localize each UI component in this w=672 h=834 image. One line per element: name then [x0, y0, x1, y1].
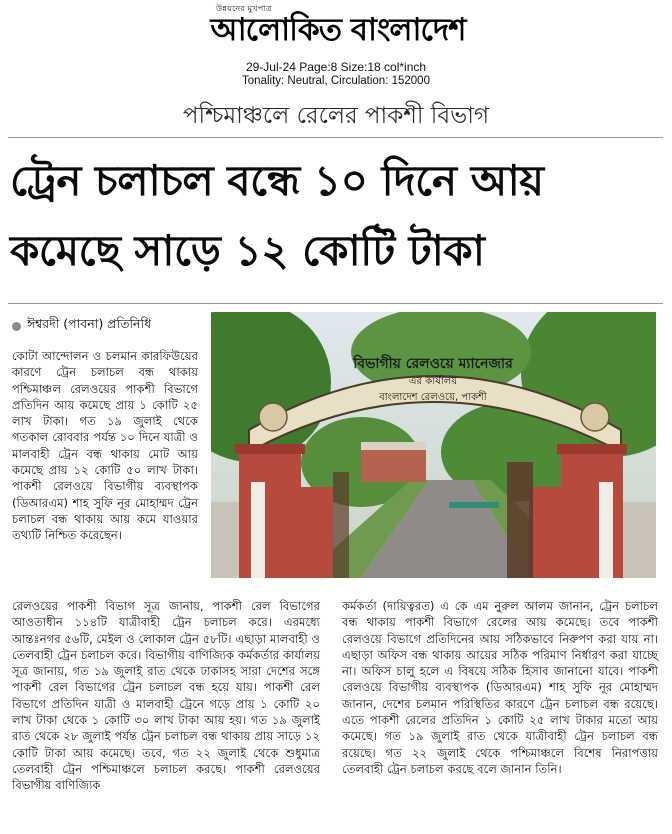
headline-line-1: ট্রেন চলাচল বন্ধে ১০ দিনে আয় — [10, 156, 544, 205]
article-kicker: পশ্চিমাঞ্চলে রেলের পাকশী বিভাগ — [182, 103, 490, 129]
article-paragraph-2: রেলওয়ের পাকশী বিভাগ সূত্র জানায়, পাকশী রেল বিভাগের আওতাধীন ১১৪টি যাত্রীবাহী ট্রেন চলাচল করে। এরমধ্যে আন্তঃনগর ৫৬টি, মেইল ও লোকাল ট্রেন ৫৮টি। এছাড়া মালবাহী ও তেলবাহী ট্রেন চলাচল করে। বিভাগীয় বাণিজ্যিক কর্মকর্তার কার্যালয় সূত্র জানায়, গত ১৯ জুলাই রাত থেকে ঢাকাসহ সারা দেশের সঙ্গে পাকশী রেল বিভাগের ট্রেন চলাচল বন্ধ হয়ে যায়। পাকশী রেল বিভাগে প্রতিদিন যাত্রী ও মালবাহী ট্রেনে গড়ে প্রায় ১ কোটি ২০ লাখ টাকা থেকে ১ কোটি ৩০ লাখ টাকা আয় হয়। গত ১৯ জুলাই রাত থেকে ২৮ জুলাই পর্যন্ত ট্রেন চলাচল বন্ধ থাকায় প্রায় সাড়ে ১২ কোটি টাকা আয় কমেছে। তবে, গত ২২ জুলাই থেকে শুধুমাত্র তেলবাহী ট্রেন পশ্চিমাঞ্চলে চলাচল করছে। পাকশী রেলওয়ের বিভাগীয় বাণিজ্যিক — [12, 599, 320, 793]
article-paragraph-3: কর্মকর্তা (দায়িত্বরত) এ কে এম নুরুল আলম জানান, ট্রেন চলাচল বন্ধ থাকায় পাকশী বিভাগে রেলের আয় কমেছে। তবে পাকশী রেলওয়ে বিভাগে প্রতিদিনের আয় সঠিকভাবে নিরুপণ করা যায় না। এছাড়া অফিস বন্ধ থাকায় আয়ের সঠিক পরিমাণ নির্ধারণ করা যাচ্ছে না। অফিস চালু হলে এ বিষয়ে সঠিক হিসাব জানানো যাবে। পাকশী রেলওয়ে বিভাগীয় ব্যবস্থাপক (ডিআরএম) শাহ সুফি নূর মোহাম্মদ জানান, দেশের চলমান পরিস্থিতির কারণে ট্রেন চলাচল বন্ধ রয়েছে। এতে পাকশী রেলের প্রতিদিন ১ কোটি ২৫ লাখ টাকার মতো আয় কমেছে। গত ১৯ জুলাই রাত থেকে যাত্রীবাহী ট্রেন চলাচল বন্ধ রয়েছে। গত ২২ জুলাই থেকে পশ্চিমাঞ্চলে বিশেষ নিরাপত্তায় তেলবাহী ট্রেন চলাচল করছে বলে জানান তিনি। — [342, 599, 658, 776]
byline — [12, 316, 151, 336]
arch-sign-line-2: এর কার্যালয় — [408, 376, 458, 387]
masthead-tagline: উন্নয়নের মুখপাত্র — [216, 4, 272, 13]
divider — [8, 137, 663, 138]
gate-photo-illustration — [211, 312, 656, 578]
clipping-meta-tonality: Tonality: Neutral, Circulation: 152000 — [242, 75, 430, 87]
clipping-meta-date: 29-Jul-24 Page:8 Size:18 col*inch — [245, 60, 427, 74]
article-paragraph-1: কোটা আন্দোলন ও চলমান কারফিউয়ের কারণে ট্রেন চলাচল বন্ধ থাকায় পশ্চিমাঞ্চল রেলওয়ের পাকশী বিভাগে প্রতিদিন আয় কমেছে প্রায় ১ কোটি ২৫ লাখ টাকা। গত ১৯ জুলাই থেকে গতকাল রোববার পর্যন্ত ১০ দিনে যাত্রী ও মালবাহী ট্রেন বন্ধ থাকায় মোট আয় কমেছে প্রায় ১২ কোটি ৫০ লাখ টাকা। পাকশী রেলওয়ে বিভাগীয় ব্যবস্থাপক (ডিআরএম) শাহ সুফি নূর মোহাম্মদ ট্রেন চলাচল বন্ধ থাকায় আয় কমে যাওয়ার তথ্যটি নিশ্চিত করেছেন। — [12, 349, 198, 543]
article-photo — [211, 312, 656, 578]
arch-sign-line-1: বিভাগীয় রেলওয়ে ম্যানেজার — [353, 356, 513, 372]
divider — [8, 303, 663, 304]
headline-line-2: কমেছে সাড়ে ১২ কোটি টাকা — [10, 226, 485, 275]
masthead-logo: আলোকিত বাংলাদেশ — [210, 12, 466, 48]
bullet-icon — [12, 322, 21, 331]
masthead — [0, 0, 672, 60]
arch-sign-line-3: বাংলাদেশ রেলওয়ে, পাকশী — [379, 392, 487, 403]
byline-text: ঈশ্বরদী (পাবনা) প্রতিনিধি — [27, 316, 152, 331]
